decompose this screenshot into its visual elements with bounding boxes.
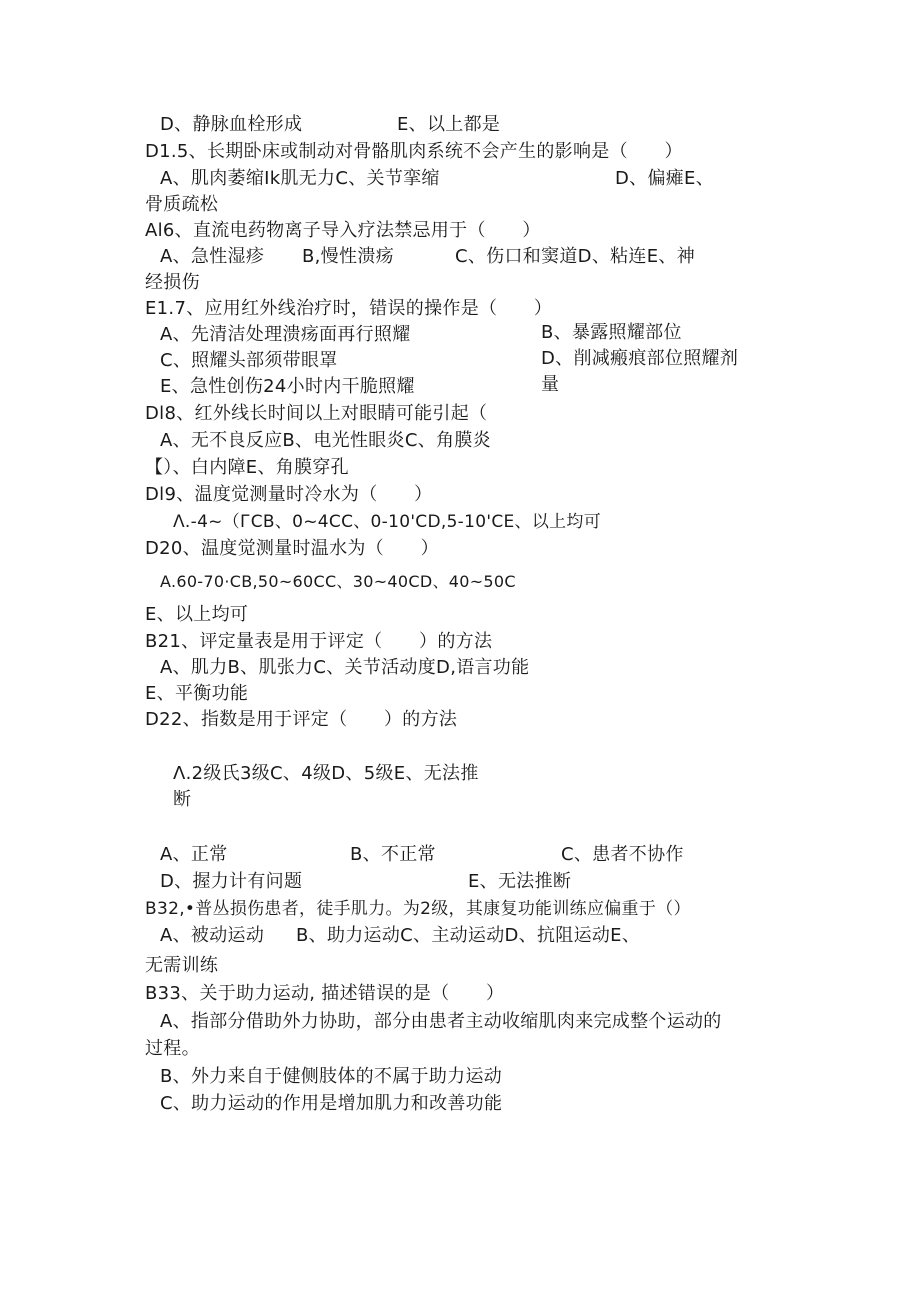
option-line: A、肌肉萎缩Ik肌无力C、关节挛缩 (160, 168, 440, 189)
option-line: D、静脉血栓形成 (160, 114, 303, 135)
option-line: D、握力计有问题 (160, 871, 303, 892)
option-line: A.60-70·CB,50~60CC、30~40CD、40~50C (160, 572, 516, 591)
option-line: Λ.-4~（ГCB、0~4CC、0-10'CD,5-10'CE、以上均可 (173, 512, 602, 532)
option-line: A、无不良反应B、电光性眼炎C、角膜炎 (160, 430, 491, 451)
option-line: A、急性湿疹 (160, 246, 265, 267)
option-line: A、被动运动 (160, 925, 265, 946)
option-line: C、伤口和窦道D、粘连E、神 (455, 246, 696, 267)
option-line: A、指部分借助外力协助，部分由患者主动收缩肌肉来完成整个运动的 (160, 1011, 722, 1032)
option-line: E、平衡功能 (145, 683, 249, 704)
option-line: 量 (541, 374, 560, 395)
option-line: 【）、白内障E、角膜穿孔 (145, 457, 349, 478)
option-line: 无需训练 (145, 955, 219, 976)
option-line: 骨质疏松 (145, 194, 219, 215)
option-line: C、患者不协作 (561, 844, 684, 865)
option-line: E、以上均可 (145, 604, 249, 625)
option-line: Λ.2级氏3级C、4级D、5级E、无法推 (173, 763, 479, 784)
option-line: 断 (173, 789, 192, 810)
option-line: C、照耀头部须带眼罩 (160, 350, 338, 371)
option-line: A、正常 (160, 844, 228, 865)
question-line: D1.5、长期卧床或制动对骨骼肌肉系统不会产生的影响是（ ） (145, 141, 683, 162)
question-line: Dl8、红外线长时间以上对眼睛可能引起（ (145, 403, 488, 424)
option-line: B、外力来自于健侧肢体的不属于助力运动 (160, 1066, 503, 1087)
option-line: E、无法推断 (468, 871, 572, 892)
question-line: E1.7、应用红外线治疗时，错误的操作是（ ） (145, 298, 553, 319)
question-line: D20、温度觉测量时温水为（ ） (145, 538, 439, 559)
question-line: B33、关于助力运动, 描述错误的是（ ） (145, 983, 505, 1004)
option-line: A、先清洁处理溃疡面再行照耀 (160, 324, 411, 345)
question-line: D22、指数是用于评定（ ）的方法 (145, 709, 458, 730)
question-line: Dl9、温度觉测量时冷水为（ ） (145, 484, 433, 505)
question-line: B21、评定量表是用于评定（ ）的方法 (145, 631, 493, 652)
question-line: B32,•普丛损伤患者，徒手肌力。为2级，其康复功能训练应偏重于（） (145, 899, 691, 919)
option-line: B、不正常 (350, 844, 436, 865)
option-line: 经损伤 (145, 272, 200, 293)
question-line: Al6、直流电药物离子导入疗法禁忌用于（ ） (145, 220, 541, 241)
option-line: B、暴露照耀部位 (541, 322, 682, 343)
option-line: C、助力运动的作用是增加肌力和改善功能 (160, 1093, 503, 1114)
option-line: E、以上都是 (397, 114, 501, 135)
option-line: D、偏瘫E、 (615, 168, 715, 189)
option-line: 过程。 (145, 1038, 200, 1059)
option-line: E、急性创伤24小时内干脆照耀 (160, 376, 415, 397)
option-line: A、肌力B、肌张力C、关节活动度D,语言功能 (160, 657, 530, 678)
option-line: D、削减瘢痕部位照耀剂 (541, 348, 739, 369)
option-line: B、助力运动C、主动运动D、抗阻运动E、 (296, 925, 641, 946)
option-line: B,慢性溃疡 (302, 246, 394, 267)
